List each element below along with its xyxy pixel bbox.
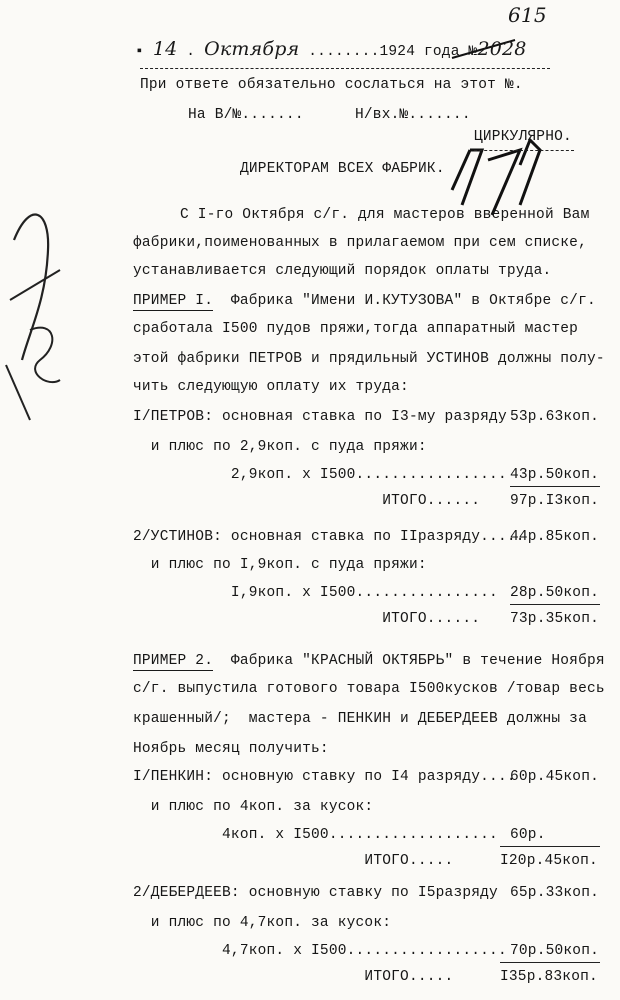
date-year: 1924 года [379, 44, 460, 60]
example1-amount: 43р.50коп. [510, 467, 600, 483]
ref-outgoing: Н/вх.№....... [355, 107, 471, 123]
example1-amount: 28р.50коп. [510, 585, 600, 601]
example2-amount: 60р.45коп. [510, 769, 600, 785]
example2-line-3: крашенный/; мастера - ПЕНКИН и ДЕБЕРДЕЕВ должны за [133, 711, 587, 727]
circular-rule [474, 150, 574, 151]
example2-total: ИТОГО..... [133, 853, 454, 869]
example2-row: 2/ДЕБЕРДЕЕВ: основную ставку по I5разряду [133, 885, 498, 901]
example1-label: ПРИМЕР I. [133, 293, 214, 309]
example1-line-1: Фабрика "Имени И.КУТУЗОВА" в Октябре с/г. [213, 293, 596, 309]
ref-incoming: На В/№....... [188, 107, 304, 123]
example2-total: ИТОГО..... [133, 969, 454, 985]
example1-row: I/ПЕТРОВ: основная ставка по I3-му разряду [133, 409, 507, 425]
example1-total: ИТОГО...... [133, 493, 481, 509]
example2-row: I/ПЕНКИН: основную ставку по I4 разряду.... [133, 769, 516, 785]
example2-line-2: с/г. выпустила готового товара I500кусков /товар весь [133, 681, 605, 697]
intro-line-2: фабрики,поименованных в прилагаемом при сем списке, [133, 235, 587, 251]
corner-number: 615 [508, 3, 547, 27]
header-rule [140, 68, 550, 69]
document-number: 2028 [477, 38, 527, 60]
example1-line-4: чить следующую оплату их труда: [133, 379, 409, 395]
example2-amount: 70р.50коп. [510, 943, 600, 959]
example1-line-2: сработала I500 пудов пряжи,тогда аппаратный мастер [133, 321, 579, 337]
date-line: ▪ 14 . Октября ........1924 года №2028 [135, 38, 527, 60]
intro-line-1: С I-го Октября с/г. для мастеров вверенной Вам [180, 207, 590, 223]
date-month: Октября [204, 38, 300, 60]
example2-line-4: Ноябрь месяц получить: [133, 741, 329, 757]
example2-row: и плюс по 4,7коп. за кусок: [133, 915, 392, 931]
sum-rule [510, 604, 600, 605]
example1-total: ИТОГО...... [133, 611, 481, 627]
example2-row: 4коп. х I500................... [133, 827, 498, 843]
example1-row: и плюс по I,9коп. с пуда пряжи: [133, 557, 427, 573]
addressee: ДИРЕКТОРАМ ВСЕХ ФАБРИК. [240, 161, 445, 177]
example1-amount: 44р.85коп. [510, 529, 600, 545]
example1-amount: 53р.63коп. [510, 409, 600, 425]
date-day: 14 [152, 38, 178, 60]
example1-total-amount: 73р.35коп. [510, 611, 600, 627]
example2-total-amount: I20р.45коп. [500, 853, 598, 869]
example1-row: 2/УСТИНОВ: основная ставка по IIразряду..... [133, 529, 525, 545]
example1-row: 2,9коп. х I500................. [133, 467, 507, 483]
sum-rule [500, 846, 600, 847]
example2-line-1: Фабрика "КРАСНЫЙ ОКТЯБРЬ" в течение Ноября [213, 653, 605, 669]
example2-label: ПРИМЕР 2. [133, 653, 214, 669]
sum-rule [510, 486, 600, 487]
example1-row: I,9коп. х I500................ [133, 585, 498, 601]
example1-total-amount: 97р.I3коп. [510, 493, 600, 509]
example2-amount: 60р. [510, 827, 546, 843]
circular-label: ЦИРКУЛЯРНО. [474, 129, 572, 145]
example2-row: и плюс по 4коп. за кусок: [133, 799, 374, 815]
intro-line-3: устанавливается следующий порядок оплаты труда. [133, 263, 552, 279]
example2-row: 4,7коп. х I500.................. [133, 943, 507, 959]
example2-heading [133, 652, 605, 670]
example2-amount: 65р.33коп. [510, 885, 600, 901]
number-prefix: № [468, 44, 478, 60]
example1-row: и плюс по 2,9коп. с пуда пряжи: [133, 439, 427, 455]
sum-rule [500, 962, 600, 963]
example1-heading [133, 292, 596, 310]
example1-line-3: этой фабрики ПЕТРОВ и прядильный УСТИНОВ должны полу- [133, 351, 605, 367]
example2-total-amount: I35р.83коп. [500, 969, 598, 985]
reply-note: При ответе обязательно сослаться на этот №. [140, 77, 523, 93]
